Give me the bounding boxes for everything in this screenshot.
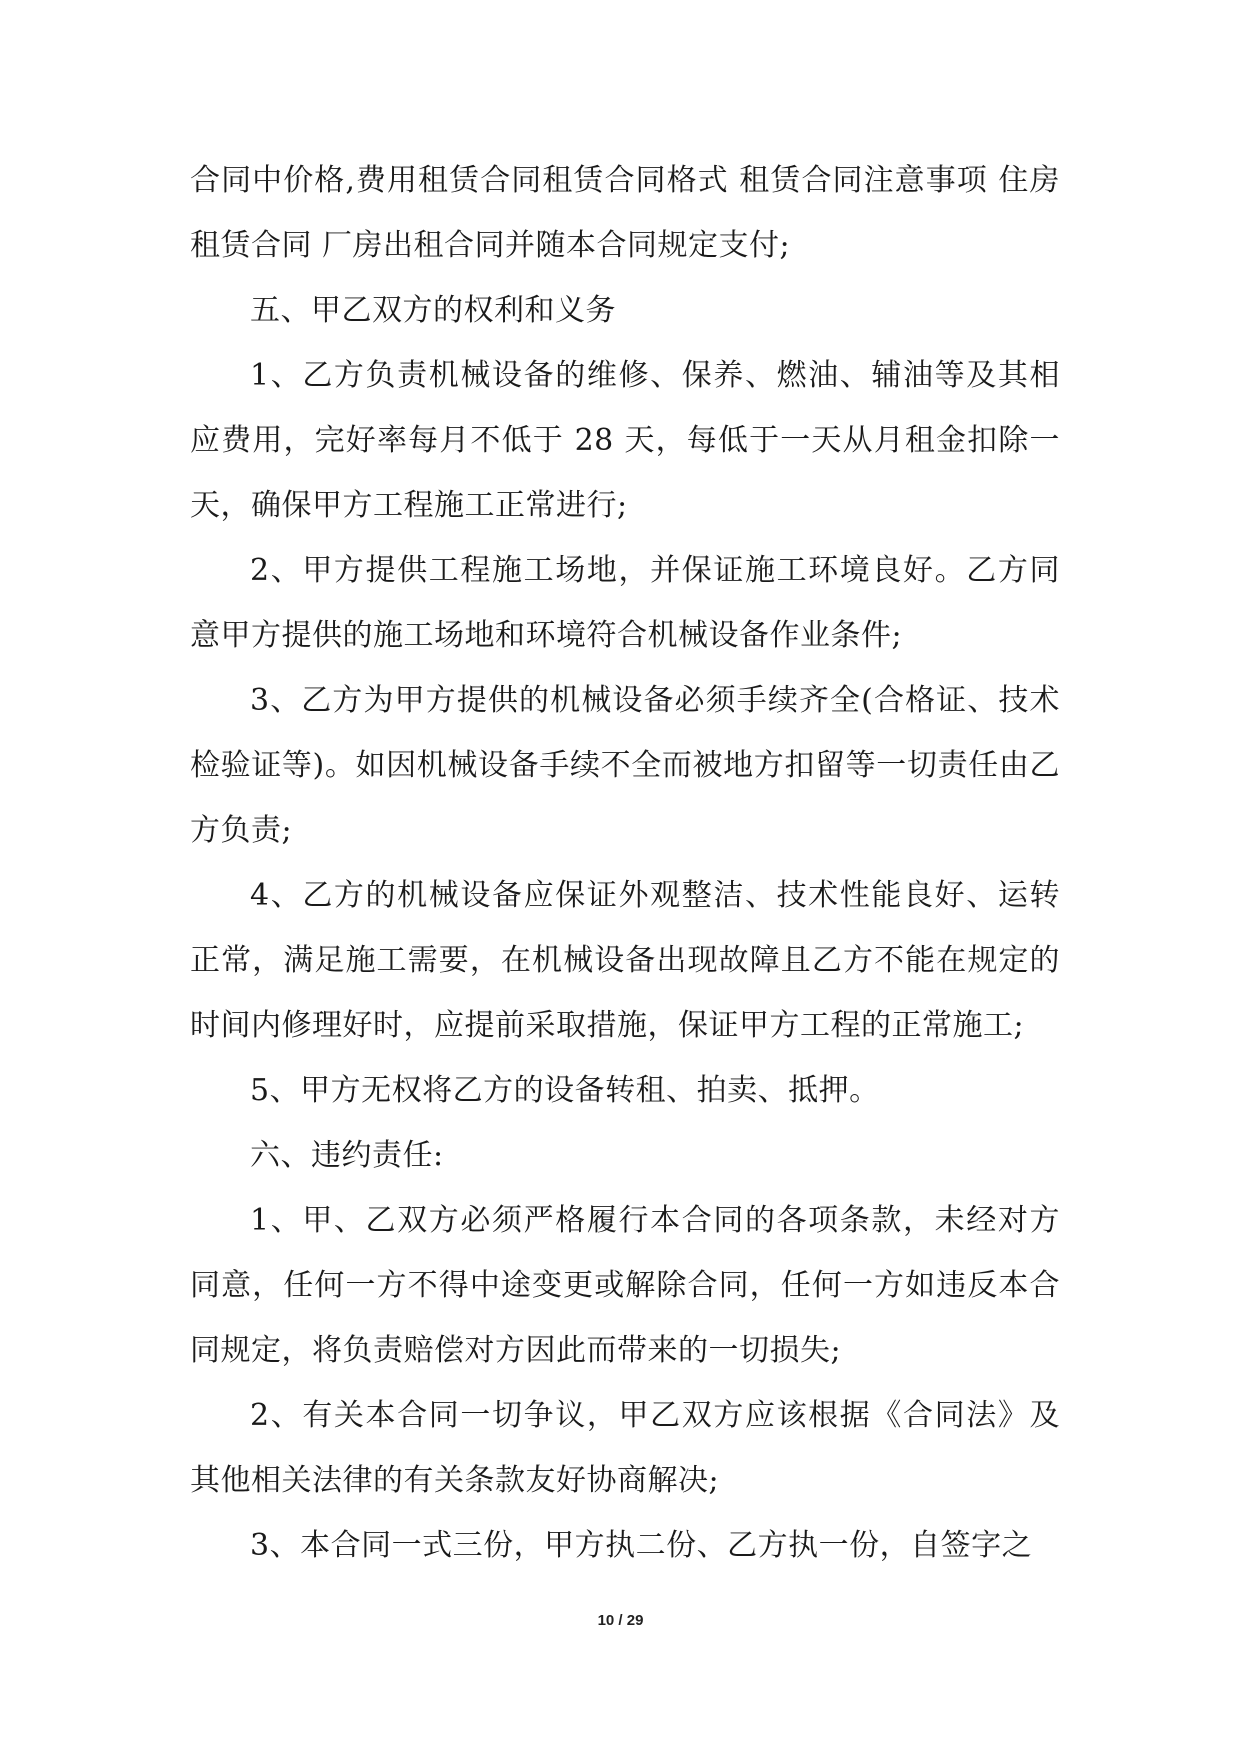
paragraph-1: 合同中价格,费用租赁合同租赁合同格式 租赁合同注意事项 住房租赁合同 厂房出租合同并随本合同规定支付; (190, 163, 1060, 263)
paragraph-clause-1: 1、乙方负责机械设备的维修、保养、燃油、辅油等及其相应费用，完好率每月不低于 28 天，每低于一天从月租金扣除一天，确保甲方工程施工正常进行; (190, 358, 1060, 523)
paragraph-clause-2: 2、甲方提供工程施工场地，并保证施工环境良好。乙方同意甲方提供的施工场地和环境符合机械设备作业条件; (190, 553, 1060, 653)
paragraph-liability-2: 2、有关本合同一切争议，甲乙双方应该根据《合同法》及其他相关法律的有关条款友好协商解决; (190, 1398, 1060, 1498)
section-heading-liability: 六、违约责任: (250, 1138, 444, 1173)
paragraph-liability-1: 1、甲、乙双方必须严格履行本合同的各项条款，未经对方同意，任何一方不得中途变更或解除合同，任何一方如违反本合同规定，将负责赔偿对方因此而带来的一切损失; (190, 1203, 1060, 1368)
paragraph-liability-3: 3、本合同一式三份，甲方执二份、乙方执一份，自签字之 (250, 1528, 1033, 1563)
paragraph-clause-4: 4、乙方的机械设备应保证外观整洁、技术性能良好、运转正常，满足施工需要，在机械设备出现故障且乙方不能在规定的时间内修理好时，应提前采取措施，保证甲方工程的正常施工; (190, 878, 1060, 1043)
section-heading-rights: 五、甲乙双方的权利和义务 (250, 293, 616, 328)
paragraph-clause-5: 5、甲方无权将乙方的设备转租、拍卖、抵押。 (250, 1073, 880, 1108)
paragraph-clause-3: 3、乙方为甲方提供的机械设备必须手续齐全(合格证、技术检验证等)。如因机械设备手续不全而被地方扣留等一切责任由乙方负责; (190, 683, 1060, 848)
document-body (190, 148, 1060, 1578)
page-number: 10 / 29 (597, 1612, 644, 1629)
